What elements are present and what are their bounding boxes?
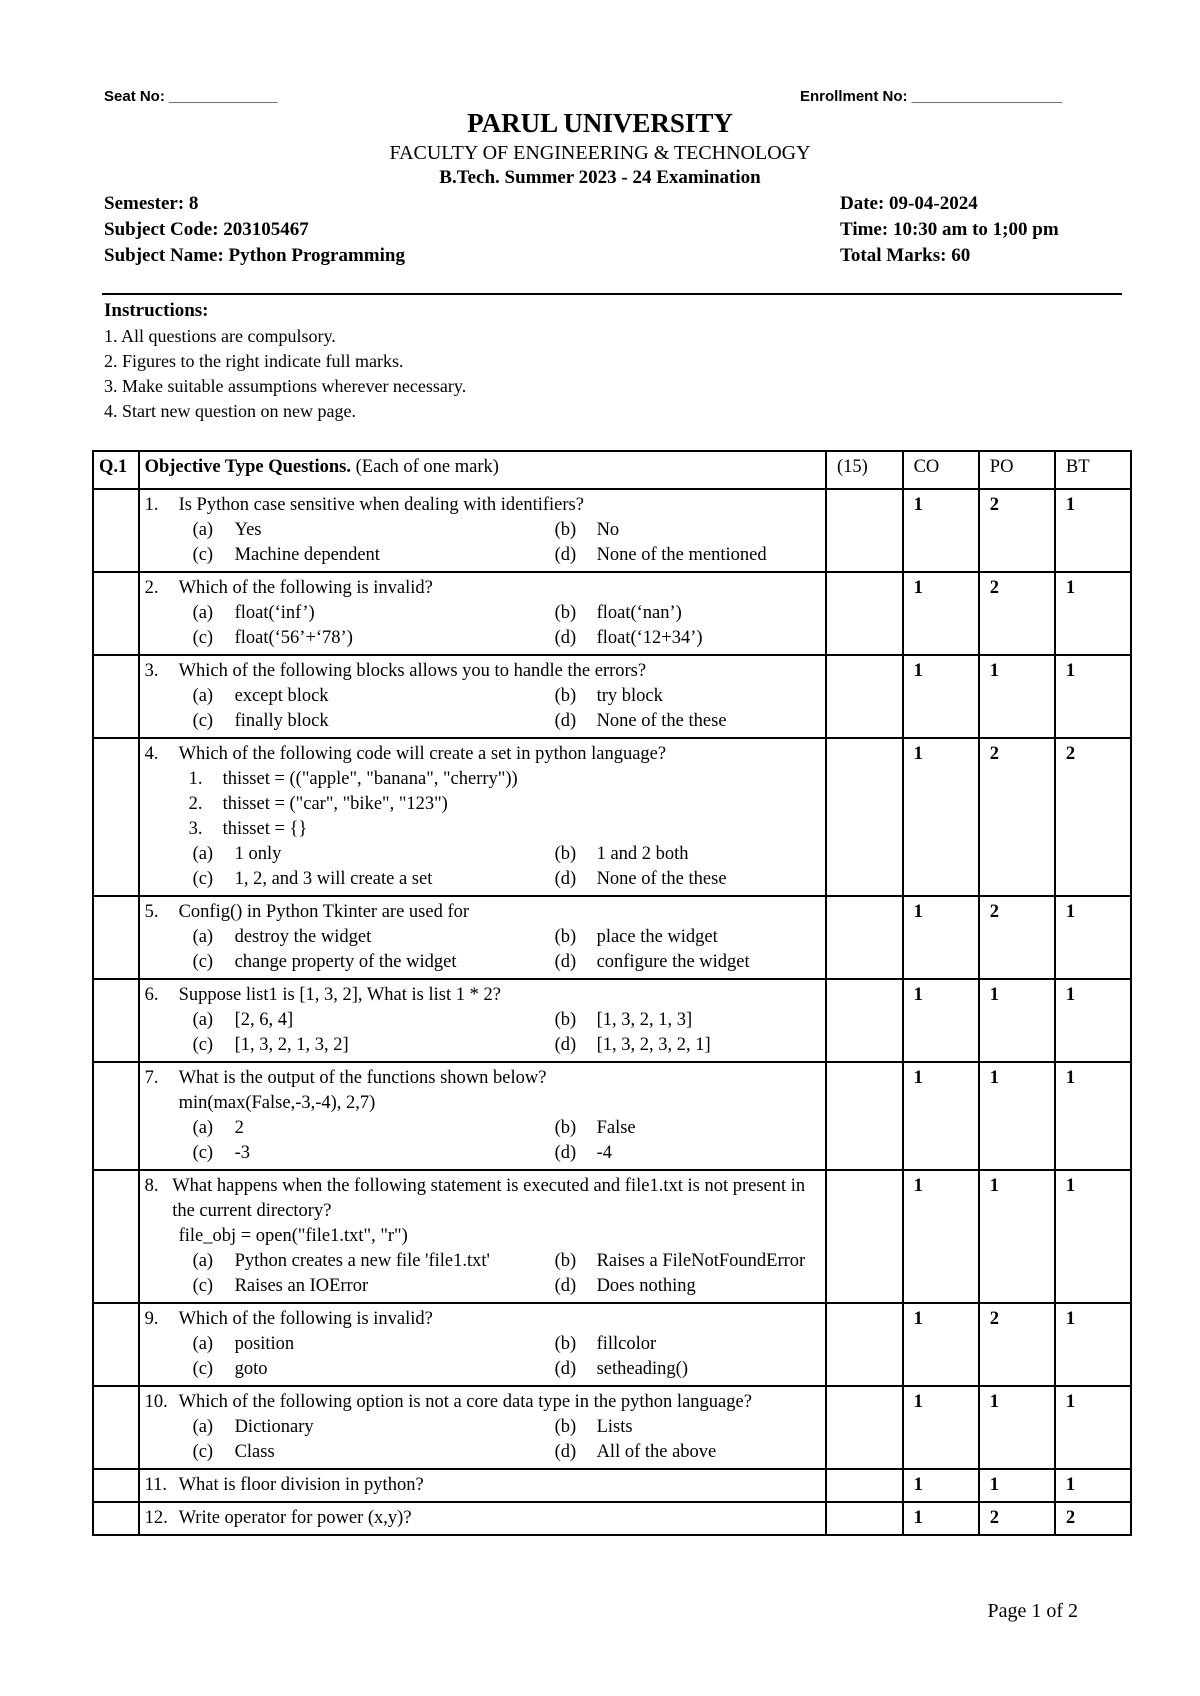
blank-cell <box>93 896 139 979</box>
question-text: Which of the following code will create a set in python language? <box>178 744 667 764</box>
option-a: (a) Yes <box>192 520 262 540</box>
co-value: 1 <box>903 979 979 1062</box>
bt-value: 1 <box>1055 1469 1131 1502</box>
question-text: Which of the following option is not a core data type in the python language? <box>178 1392 752 1412</box>
subject-code: Subject Code: 203105467 <box>104 219 309 240</box>
code-snippet: file_obj = open("file1.txt", "r") <box>178 1226 408 1246</box>
option-c: (c) change property of the widget <box>192 952 457 972</box>
option-b: (b) float(‘nan’) <box>554 603 682 623</box>
question-text: Which of the following is invalid? <box>178 578 433 598</box>
question-number: 2. <box>144 578 159 598</box>
question-text: What happens when the following statement is executed and file1.txt is not present in the current directory? <box>172 1176 806 1221</box>
question-number: 1. <box>144 495 159 515</box>
bt-value: 1 <box>1055 1170 1131 1303</box>
marks-cell <box>826 1469 903 1502</box>
option-d: (d) None of the these <box>554 711 727 731</box>
question-text: Which of the following is invalid? <box>178 1309 433 1329</box>
marks-cell <box>826 1386 903 1469</box>
blank-cell <box>93 655 139 738</box>
option-d: (d) [1, 3, 2, 3, 2, 1] <box>554 1035 711 1055</box>
question-number: 6. <box>144 985 159 1005</box>
code-option-line: 2. thisset = ("car", "bike", "123") <box>188 794 448 814</box>
marks-cell <box>826 1170 903 1303</box>
exam-name: B.Tech. Summer 2023 - 24 Examination <box>439 167 761 188</box>
option-c: (c) [1, 3, 2, 1, 3, 2] <box>192 1035 349 1055</box>
question-text: What is floor division in python? <box>178 1475 424 1495</box>
option-c: (c) 1, 2, and 3 will create a set <box>192 869 433 889</box>
marks-cell <box>826 738 903 896</box>
option-a: (a) position <box>192 1334 295 1354</box>
option-d: (d) None of the mentioned <box>554 545 767 565</box>
instruction-item: 3. Make suitable assumptions wherever necessary. <box>104 376 467 396</box>
option-d: (d) float(‘12+34’) <box>554 628 703 648</box>
option-b: (b) Lists <box>554 1417 633 1437</box>
option-c: (c) float(‘56’+‘78’) <box>192 628 353 648</box>
co-value: 1 <box>903 1386 979 1469</box>
option-d: (d) None of the these <box>554 869 727 889</box>
table-row <box>93 979 1131 1062</box>
marks-cell <box>826 1062 903 1170</box>
option-b: (b) [1, 3, 2, 1, 3] <box>554 1010 693 1030</box>
bt-value: 2 <box>1055 738 1131 896</box>
option-b: (b) Raises a FileNotFoundError <box>554 1251 806 1271</box>
blank-cell <box>93 979 139 1062</box>
co-value: 1 <box>903 1170 979 1303</box>
blank-cell <box>93 1469 139 1502</box>
exam-date: Date: 09-04-2024 <box>840 193 978 214</box>
options-grid <box>145 518 820 568</box>
question-cell <box>139 896 826 979</box>
question-number: 4. <box>144 744 159 764</box>
option-c: (c) -3 <box>192 1143 250 1163</box>
section-marks: (15) <box>826 451 903 489</box>
bt-value: 1 <box>1055 1062 1131 1170</box>
po-header: PO <box>979 451 1055 489</box>
option-b: (b) fillcolor <box>554 1334 657 1354</box>
option-b: (b) 1 and 2 both <box>554 844 689 864</box>
header-divider <box>102 293 1122 295</box>
po-value: 1 <box>979 655 1055 738</box>
table-row <box>93 1170 1131 1303</box>
table-row <box>93 572 1131 655</box>
question-cell <box>139 655 826 738</box>
po-value: 2 <box>979 572 1055 655</box>
po-value: 1 <box>979 1469 1055 1502</box>
option-c: (c) finally block <box>192 711 329 731</box>
question-cell <box>139 1170 826 1303</box>
table-row <box>93 1303 1131 1386</box>
subject-name: Subject Name: Python Programming <box>104 245 405 266</box>
instruction-item: 1. All questions are compulsory. <box>104 326 336 346</box>
question-text: Which of the following blocks allows you to handle the errors? <box>178 661 647 681</box>
question-cell <box>139 572 826 655</box>
table-row <box>93 896 1131 979</box>
enrollment-no-label: Enrollment No: __________________ <box>800 88 1062 105</box>
code-snippet: min(max(False,-3,-4), 2,7) <box>178 1093 376 1113</box>
questions-table <box>92 450 1132 1536</box>
option-d: (d) configure the widget <box>554 952 750 972</box>
option-b: (b) False <box>554 1118 636 1138</box>
question-cell <box>139 489 826 572</box>
table-row <box>93 1062 1131 1170</box>
bt-value: 1 <box>1055 489 1131 572</box>
bt-value: 1 <box>1055 1386 1131 1469</box>
code-option-line: 3. thisset = {} <box>188 819 308 839</box>
marks-cell <box>826 655 903 738</box>
option-a: (a) except block <box>192 686 329 706</box>
option-b: (b) place the widget <box>554 927 718 947</box>
question-number: 12. <box>144 1508 168 1528</box>
blank-cell <box>93 1502 139 1535</box>
question-number-header: Q.1 <box>93 451 139 489</box>
question-text: Config() in Python Tkinter are used for <box>178 902 470 922</box>
table-row <box>93 738 1131 896</box>
co-value: 1 <box>903 489 979 572</box>
bt-value: 1 <box>1055 979 1131 1062</box>
option-d: (d) Does nothing <box>554 1276 696 1296</box>
options-grid <box>145 684 820 734</box>
option-a: (a) float(‘inf’) <box>192 603 315 623</box>
instruction-item: 2. Figures to the right indicate full marks. <box>104 351 404 371</box>
option-a: (a) [2, 6, 4] <box>192 1010 294 1030</box>
co-value: 1 <box>903 1469 979 1502</box>
question-number: 3. <box>144 661 159 681</box>
question-cell <box>139 1062 826 1170</box>
co-value: 1 <box>903 1062 979 1170</box>
marks-cell <box>826 489 903 572</box>
po-value: 1 <box>979 1062 1055 1170</box>
co-value: 1 <box>903 655 979 738</box>
bt-value: 2 <box>1055 1502 1131 1535</box>
option-d: (d) setheading() <box>554 1359 688 1379</box>
options-grid <box>145 1249 820 1299</box>
question-cell <box>139 1303 826 1386</box>
po-value: 2 <box>979 1502 1055 1535</box>
options-grid <box>145 1332 820 1382</box>
po-value: 2 <box>979 738 1055 896</box>
po-value: 2 <box>979 896 1055 979</box>
table-row <box>93 655 1131 738</box>
option-b: (b) No <box>554 520 620 540</box>
page-number: Page 1 of 2 <box>987 1600 1078 1622</box>
question-text: Is Python case sensitive when dealing with identifiers? <box>178 495 584 515</box>
question-cell <box>139 979 826 1062</box>
co-value: 1 <box>903 1502 979 1535</box>
marks-cell <box>826 979 903 1062</box>
question-number: 9. <box>144 1309 159 1329</box>
option-b: (b) try block <box>554 686 663 706</box>
option-d: (d) All of the above <box>554 1442 717 1462</box>
option-c: (c) Machine dependent <box>192 545 380 565</box>
question-number: 7. <box>144 1068 159 1088</box>
blank-cell <box>93 572 139 655</box>
co-value: 1 <box>903 572 979 655</box>
options-grid <box>145 1116 820 1166</box>
question-text: Suppose list1 is [1, 3, 2], What is list 1 * 2? <box>178 985 501 1005</box>
table-row <box>93 1469 1131 1502</box>
po-value: 2 <box>979 1303 1055 1386</box>
instructions-title: Instructions: <box>104 300 209 321</box>
bt-value: 1 <box>1055 572 1131 655</box>
option-d: (d) -4 <box>554 1143 612 1163</box>
section-heading-bold: Objective Type Questions. <box>144 457 351 477</box>
option-a: (a) 1 only <box>192 844 282 864</box>
question-number: 8. <box>144 1176 159 1196</box>
question-number: 5. <box>144 902 159 922</box>
marks-cell <box>826 896 903 979</box>
question-text: What is the output of the functions shown below? <box>178 1068 547 1088</box>
question-cell <box>139 1469 826 1502</box>
option-c: (c) goto <box>192 1359 268 1379</box>
table-header-row <box>93 451 1131 489</box>
bt-value: 1 <box>1055 655 1131 738</box>
blank-cell <box>93 489 139 572</box>
option-c: (c) Class <box>192 1442 275 1462</box>
po-value: 1 <box>979 1386 1055 1469</box>
options-grid <box>145 1415 820 1465</box>
total-marks: Total Marks: 60 <box>840 245 971 266</box>
bt-value: 1 <box>1055 1303 1131 1386</box>
co-value: 1 <box>903 1303 979 1386</box>
option-a: (a) destroy the widget <box>192 927 372 947</box>
marks-cell <box>826 1502 903 1535</box>
option-a: (a) Python creates a new file 'file1.txt' <box>192 1251 490 1271</box>
bt-value: 1 <box>1055 896 1131 979</box>
blank-cell <box>93 1386 139 1469</box>
co-header: CO <box>903 451 979 489</box>
exam-time: Time: 10:30 am to 1;00 pm <box>840 219 1059 240</box>
option-a: (a) Dictionary <box>192 1417 314 1437</box>
po-value: 1 <box>979 979 1055 1062</box>
question-text: Write operator for power (x,y)? <box>178 1508 412 1528</box>
options-grid <box>145 842 820 892</box>
question-cell <box>139 1386 826 1469</box>
blank-cell <box>93 1303 139 1386</box>
blank-cell <box>93 1170 139 1303</box>
table-row <box>93 1502 1131 1535</box>
semester: Semester: 8 <box>104 193 199 214</box>
faculty-name: FACULTY OF ENGINEERING & TECHNOLOGY <box>389 142 811 164</box>
co-value: 1 <box>903 738 979 896</box>
options-grid <box>145 925 820 975</box>
question-number: 10. <box>144 1392 168 1412</box>
co-value: 1 <box>903 896 979 979</box>
section-heading <box>139 451 826 489</box>
marks-cell <box>826 572 903 655</box>
options-grid <box>145 601 820 651</box>
questions-body <box>93 489 1131 1535</box>
section-heading-note: (Each of one mark) <box>350 457 499 477</box>
option-c: (c) Raises an IOError <box>192 1276 369 1296</box>
instruction-item: 4. Start new question on new page. <box>104 401 356 421</box>
question-cell <box>139 1502 826 1535</box>
university-name: PARUL UNIVERSITY <box>467 108 733 138</box>
bt-header: BT <box>1055 451 1131 489</box>
po-value: 1 <box>979 1170 1055 1303</box>
marks-cell <box>826 1303 903 1386</box>
question-cell <box>139 738 826 896</box>
po-value: 2 <box>979 489 1055 572</box>
blank-cell <box>93 1062 139 1170</box>
options-grid <box>145 1008 820 1058</box>
table-row <box>93 489 1131 572</box>
seat-no-label: Seat No: _____________ <box>104 88 278 105</box>
table-row <box>93 1386 1131 1469</box>
question-number: 11. <box>144 1475 168 1495</box>
option-a: (a) 2 <box>192 1118 244 1138</box>
blank-cell <box>93 738 139 896</box>
code-option-line: 1. thisset = (("apple", "banana", "cherry")) <box>188 769 518 789</box>
